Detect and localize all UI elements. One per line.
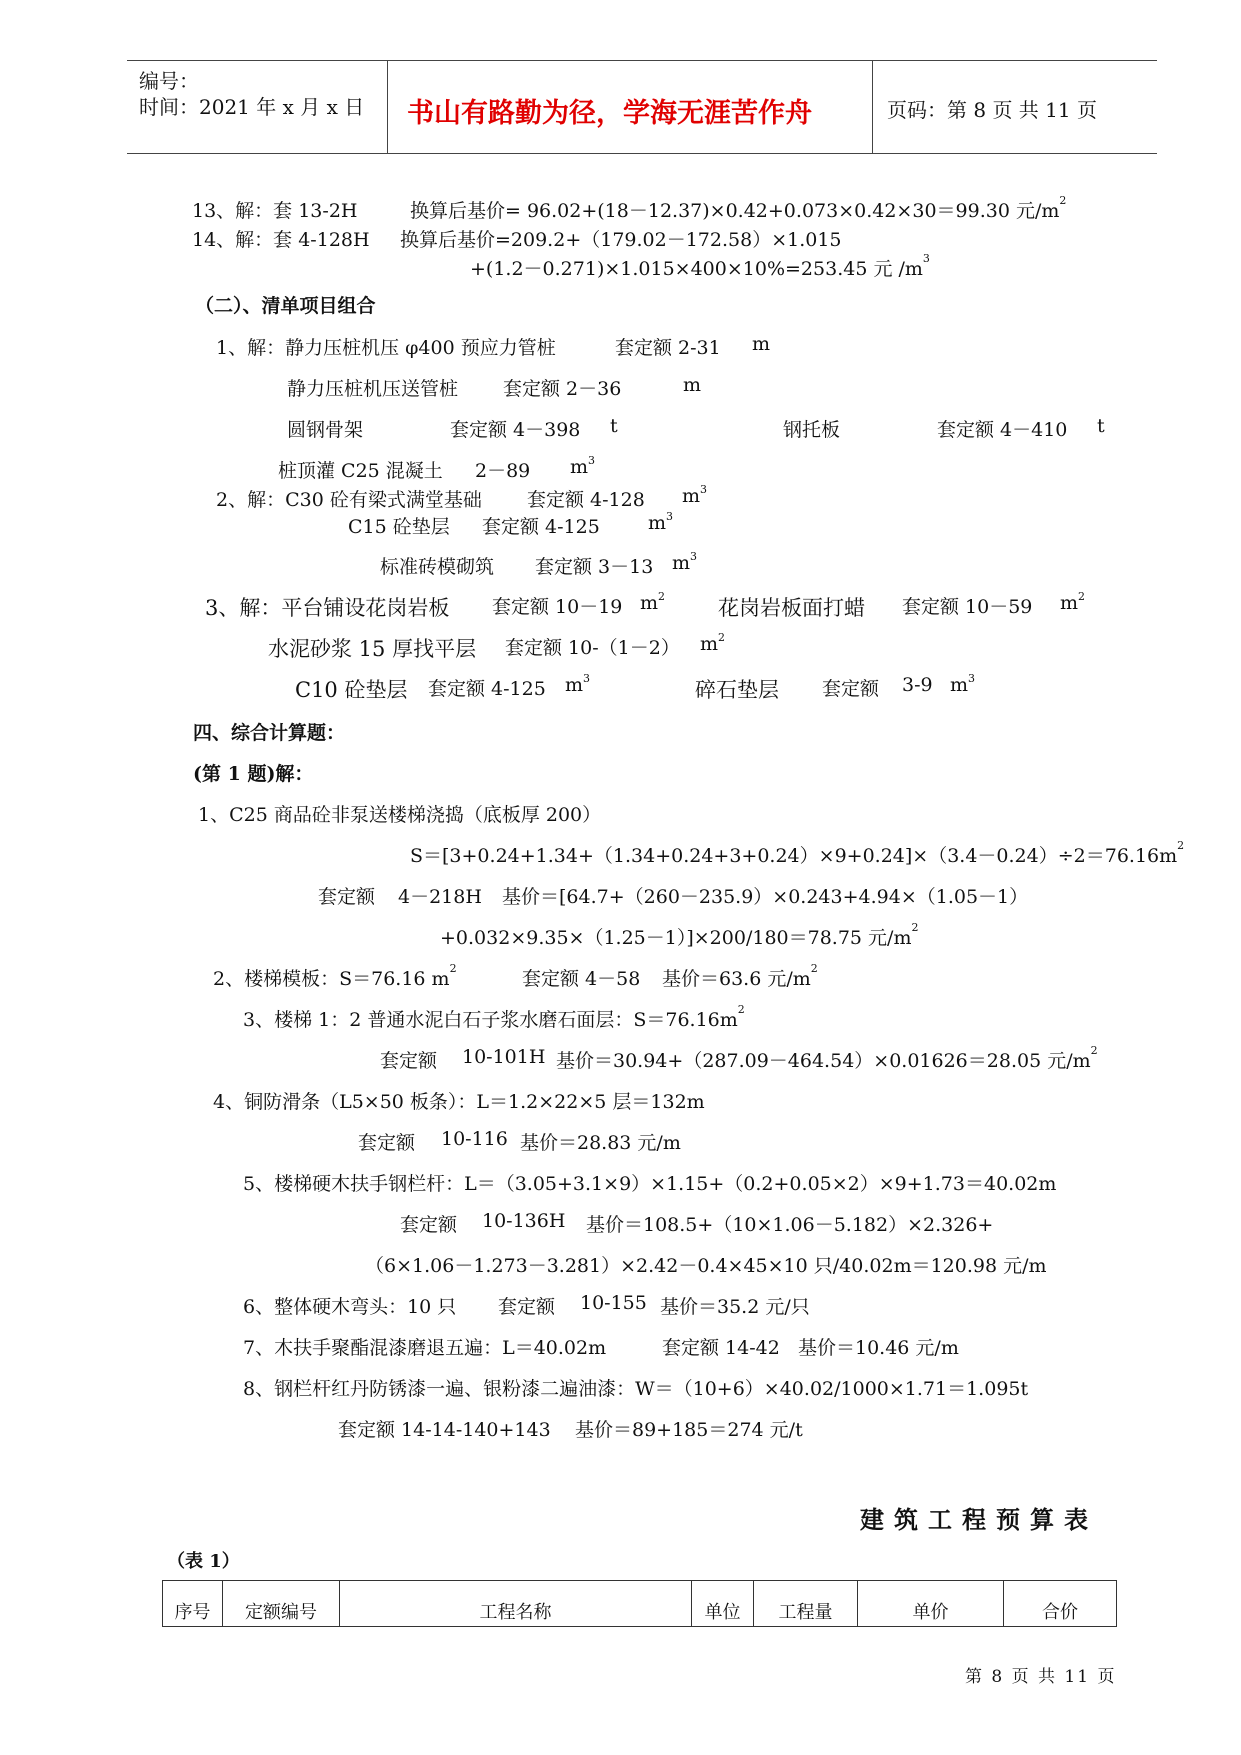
calc-item: 8、钢栏杆红丹防锈漆一遍、银粉漆二遍油漆：W＝（10+6）×40.02/1000×1.71＝1.095t (243, 1378, 1029, 1400)
calc-item: 5、楼梯硬木扶手钢栏杆：L＝（3.05+3.1×9）×1.15+（0.2+0.05×2）×9+1.73＝40.02m (243, 1173, 1057, 1195)
time-label: 时间：2021 年 x 月 x 日 (139, 95, 365, 119)
quota-ref: 3-9 (902, 674, 933, 696)
calc-formula: 基价＝[64.7+（260－235.9）×0.243+4.94×（1.05－1） (502, 886, 1029, 908)
problem-heading: (第 1 题)解： (193, 763, 314, 785)
calc-item: 7、木扶手聚酯混漆磨退五遍：L＝40.02m (243, 1337, 607, 1359)
quota-ref: 套定额 4－398 (450, 419, 581, 441)
quota-ref: 2－89 (475, 460, 531, 482)
calc-formula: 基价＝63.6 元$/m^2$ (662, 962, 818, 990)
calc-item: 3、楼梯 1：2 普通水泥白石子浆水磨石面层：$S=76.16m^2$ (243, 1003, 745, 1031)
page-info: 页码：第 8 页 共 11 页 (887, 98, 1097, 122)
unit: $m^3$ (565, 672, 591, 696)
quota-ref: 4－218H (398, 886, 482, 908)
header-motto: 书山有路勤为径，学海无涯苦作舟 (407, 98, 812, 129)
quota-ref: 套定额 14-14-140+143 (338, 1419, 551, 1441)
unit: m (752, 333, 771, 355)
table-label: （表 1） (167, 1551, 240, 1572)
quota-ref: 套定额 4-125 (428, 678, 546, 700)
header-divider (387, 61, 388, 153)
unit: $m^3$ (950, 672, 976, 696)
page-footer: 第 8 页 共 11 页 (965, 1667, 1117, 1687)
answer-14-formula-cont: +(1.2－0.271)×1.015×400×10%=253.45 元 $/m^3$ (470, 252, 930, 280)
list-item: 水泥砂浆 15 厚找平层 (268, 637, 477, 661)
calc-formula: 基价＝35.2 元/只 (660, 1296, 810, 1318)
list-item: 碎石垫层 (695, 678, 779, 702)
quota-ref: 套定额 (318, 886, 376, 908)
calc-formula: $S=[3+0.24+1.34+(1.34+0.24+3+0.24)\times 9+0.24]\times(3.4-0.24)\div 2=76.16m^2$ (410, 839, 1185, 867)
list-item: 静力压桩机压送管桩 (287, 378, 459, 400)
column-header: 单位 (691, 1581, 753, 1626)
header-divider (872, 61, 873, 153)
quota-ref: 套定额 (822, 678, 880, 700)
unit: $m^2$ (640, 590, 666, 614)
section-heading: （二）、清单项目组合 (195, 295, 376, 317)
list-item: C15 砼垫层 (348, 516, 450, 538)
quota-ref: 套定额 4-125 (482, 516, 600, 538)
quota-ref: 套定额 4－58 (522, 968, 641, 990)
column-header: 序号 (162, 1581, 222, 1626)
quota-ref: 套定额 10-（1－2） (505, 637, 680, 659)
quota-ref: 套定额 (498, 1296, 556, 1318)
quota-ref: 10-155 (580, 1292, 647, 1314)
column-header: 单价 (857, 1581, 1003, 1626)
quota-ref: 套定额 4－410 (937, 419, 1068, 441)
quota-ref: 套定额 4-128 (527, 489, 645, 511)
list-item: 圆钢骨架 (287, 419, 364, 441)
list-item: 2、解：C30 砼有梁式满堂基础 (216, 489, 482, 511)
list-item: 3、解：平台铺设花岗岩板 (205, 596, 450, 620)
quota-ref: 套定额 2－36 (503, 378, 622, 400)
calc-formula: 基价＝10.46 元/m (798, 1337, 959, 1359)
list-item: 标准砖模砌筑 (380, 556, 495, 578)
quota-ref: 10-101H (462, 1046, 546, 1068)
quota-ref: 10-136H (482, 1210, 566, 1232)
quota-ref: 套定额 10－59 (902, 596, 1033, 618)
unit: $m^3$ (672, 550, 698, 574)
unit: $m^2$ (1060, 590, 1086, 614)
calc-formula: 基价＝28.83 元/m (520, 1132, 681, 1154)
calc-item: 6、整体硬木弯头：10 只 (243, 1296, 457, 1318)
unit: $m^3$ (570, 454, 596, 478)
quota-ref: 10-116 (441, 1128, 508, 1150)
answer-14-label: 14、解：套 4-128H (192, 229, 370, 251)
column-header: 工程名称 (339, 1581, 691, 1626)
quota-ref: 套定额 (380, 1050, 438, 1072)
table-title: 建筑工程预算表 (860, 1505, 1098, 1534)
unit: $m^3$ (682, 483, 708, 507)
answer-14-formula: 换算后基价=209.2+（179.02－172.58）×1.015 (400, 229, 842, 251)
section-heading: 四、综合计算题： (193, 722, 346, 744)
calc-formula: 基价＝30.94+（287.09－464.54）×0.01626＝28.05 元$/m^2$ (556, 1044, 1098, 1072)
budget-table-header (162, 1580, 1117, 1627)
list-item: 钢托板 (783, 419, 841, 441)
page-header (127, 60, 1157, 154)
calc-formula: 基价＝108.5+（10×1.06－5.182）×2.326+ (586, 1214, 994, 1236)
column-header: 工程量 (753, 1581, 857, 1626)
calc-item: 4、铜防滑条（L5×50 板条）：L＝1.2×22×5 层＝132m (213, 1091, 705, 1113)
answer-13-formula: 换算后基价= 96.02+(18－12.37)×0.42+0.073×0.42×30＝99.30 元$/m^2$ (410, 194, 1067, 222)
calc-item: 2、楼梯模板：S＝76.16 $m^2$ (213, 962, 457, 990)
unit: $m^2$ (700, 631, 726, 655)
quota-ref: 套定额 3－13 (535, 556, 654, 578)
answer-13-label: 13、解：套 13-2H (192, 200, 358, 222)
code-label: 编号： (139, 69, 199, 93)
quota-ref: 套定额 14-42 (662, 1337, 780, 1359)
unit: t (1097, 415, 1105, 437)
calc-formula: +0.032×9.35×（1.25－1）]×200/180＝78.75 元$/m^2$ (440, 921, 919, 949)
unit: m (683, 374, 702, 396)
quota-ref: 套定额 10－19 (492, 596, 623, 618)
list-item: C10 砼垫层 (295, 678, 408, 702)
list-item: 花岗岩板面打蜡 (718, 596, 865, 620)
quota-ref: 套定额 2-31 (615, 337, 721, 359)
list-item: 桩顶灌 C25 混凝土 (278, 460, 443, 482)
column-header: 定额编号 (222, 1581, 339, 1626)
calc-item: 1、C25 商品砼非泵送楼梯浇捣（底板厚 200） (198, 804, 602, 826)
quota-ref: 套定额 (358, 1132, 416, 1154)
calc-formula: 基价＝89+185＝274 元/t (575, 1419, 803, 1441)
unit: t (610, 415, 618, 437)
column-header: 合价 (1003, 1581, 1117, 1626)
quota-ref: 套定额 (400, 1214, 458, 1236)
list-item: 1、解：静力压桩机压 φ400 预应力管桩 (216, 337, 556, 359)
calc-formula: （6×1.06－1.273－3.281）×2.42－0.4×45×10 只/40.02m＝120.98 元/m (365, 1255, 1047, 1277)
unit: $m^3$ (648, 510, 674, 534)
